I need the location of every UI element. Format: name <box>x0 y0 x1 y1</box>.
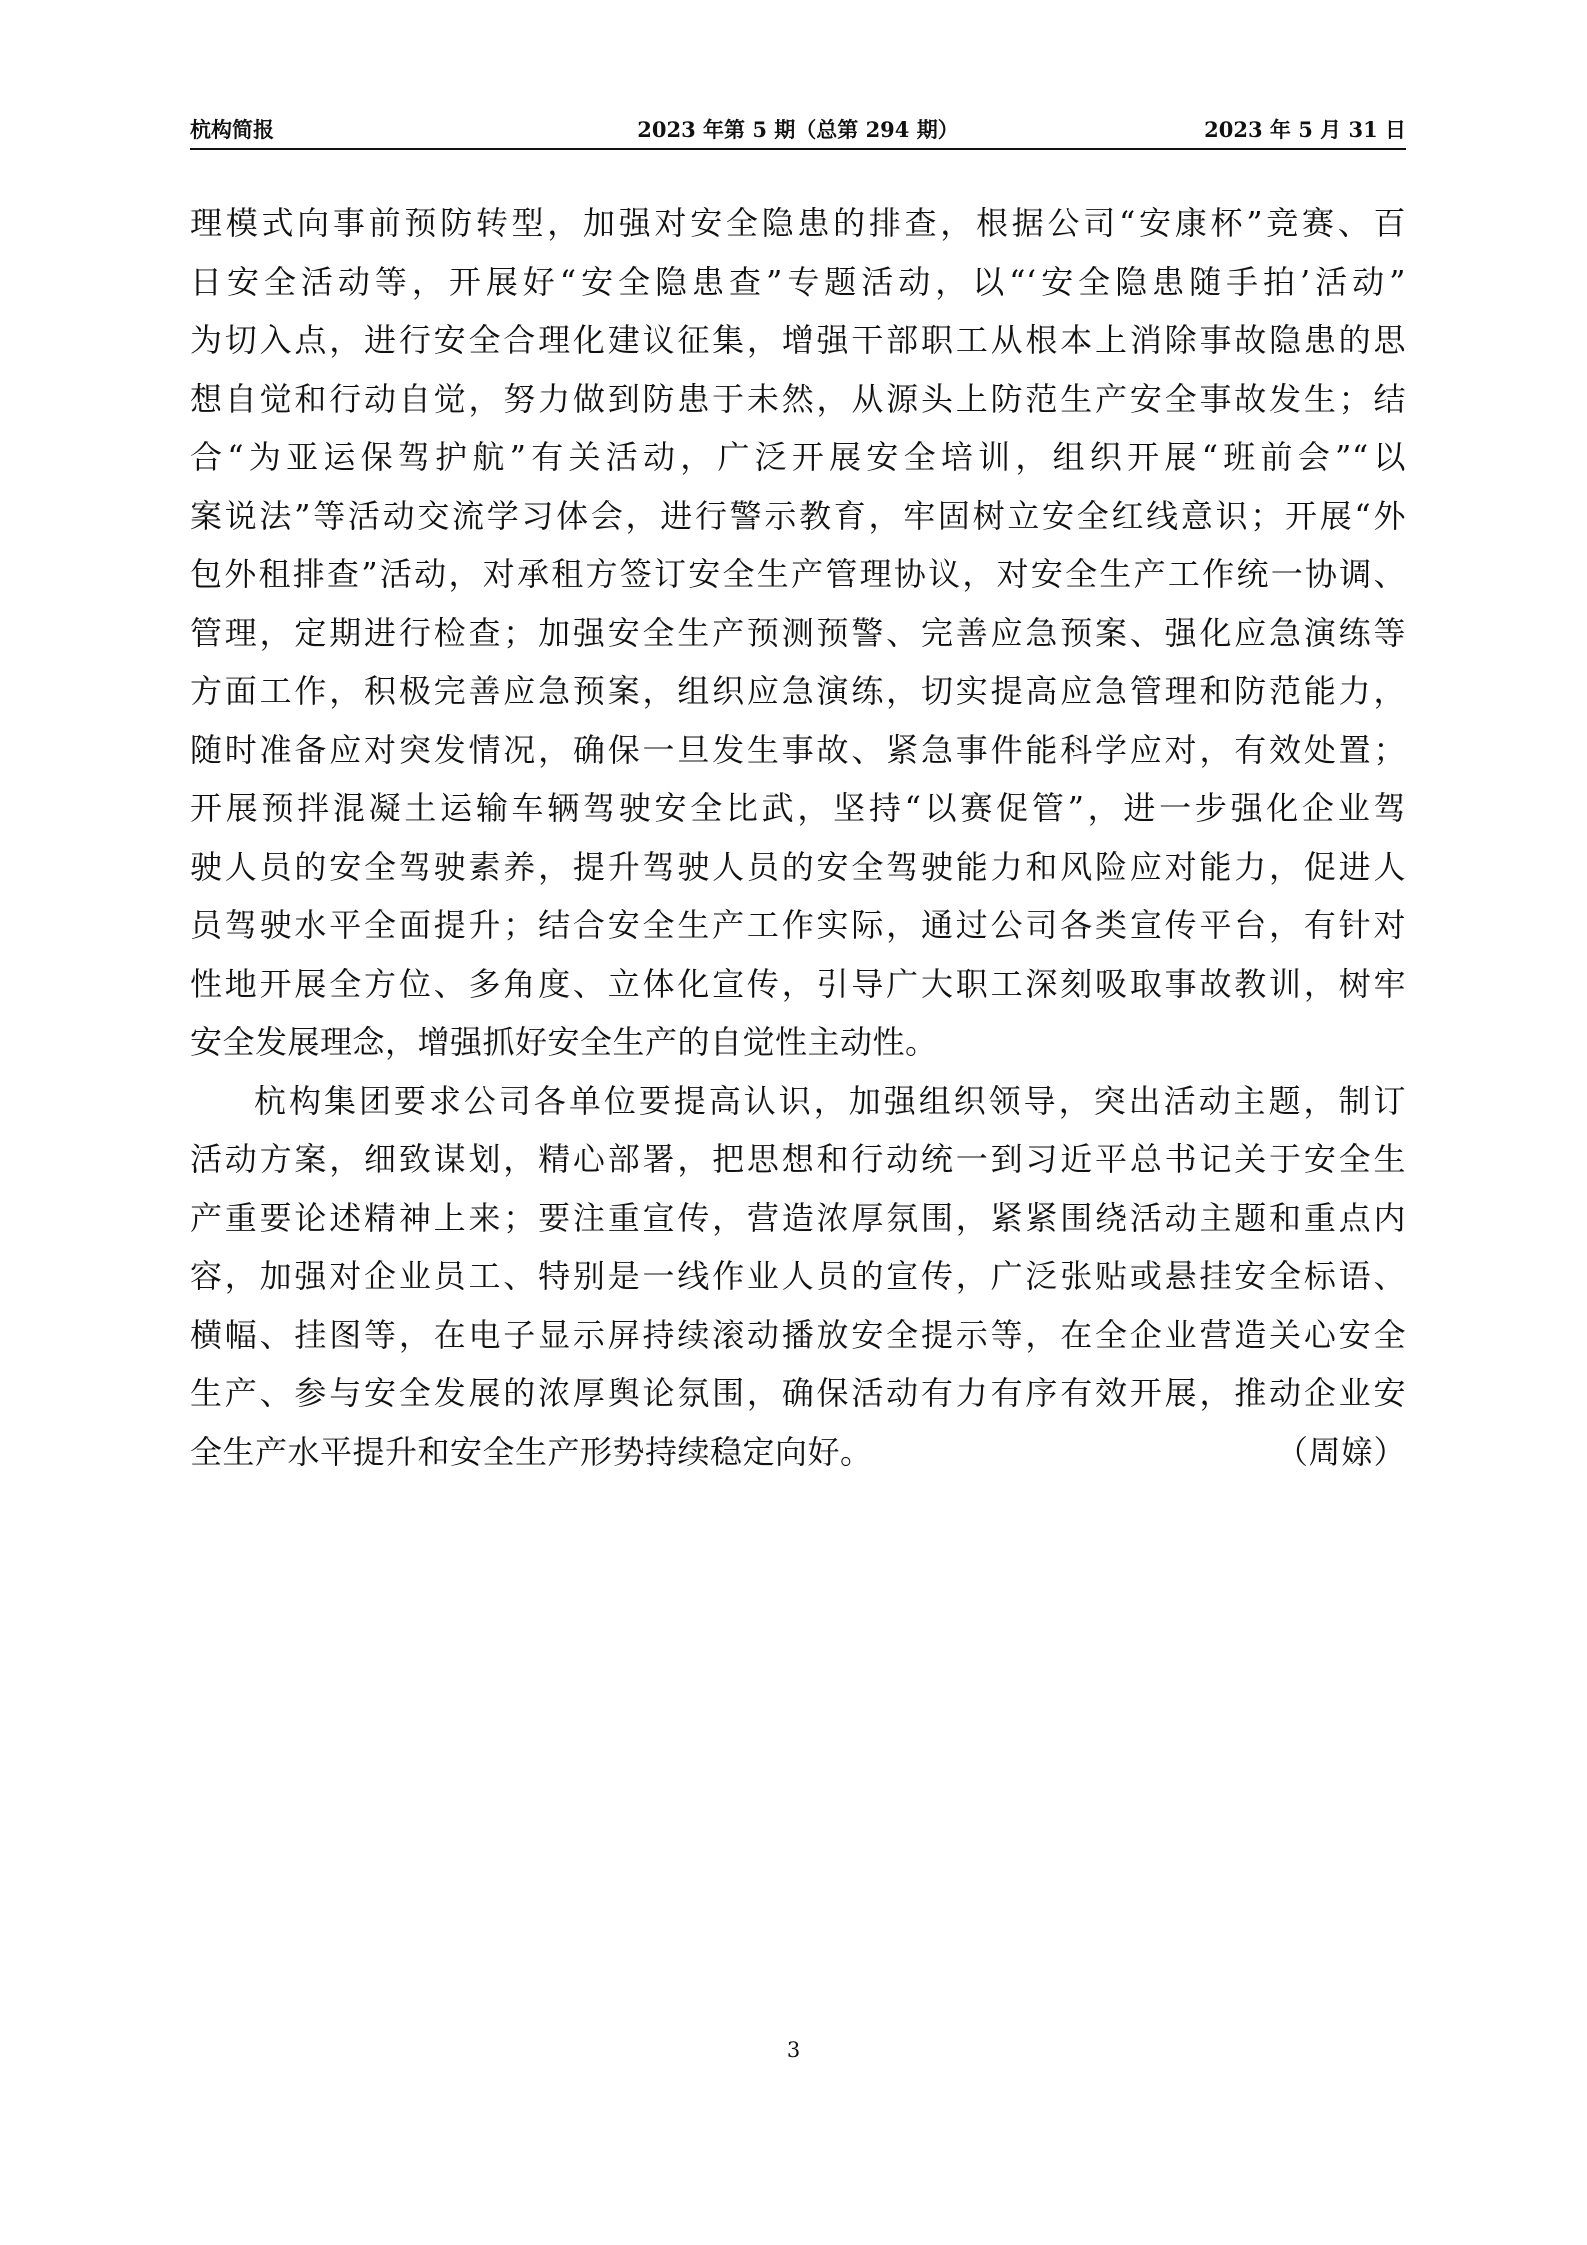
text-line: 性地开展全方位、多角度、立体化宣传，引导广大职工深刻吸取事故教训，树牢 <box>190 964 1406 1003</box>
paragraph-2 <box>190 1072 1406 1482</box>
text-line: 包外租排查”活动，对承租方签订安全生产管理协议，对安全生产工作统一协调、 <box>190 555 1406 593</box>
text-line: 杭构集团要求公司各单位要提高认识，加强组织领导，突出活动主题，制订 <box>254 1081 1406 1120</box>
text-line: 方面工作，积极完善应急预案，组织应急演练，切实提高应急管理和防范能力， <box>190 672 1406 710</box>
text-line: 理模式向事前预防转型，加强对安全隐患的排查，根据公司“安康杯”竞赛、百 <box>190 204 1406 242</box>
article-body <box>190 194 1406 1481</box>
paragraph-1 <box>190 194 1406 1072</box>
text-line: 随时准备应对突发情况，确保一旦发生事故、紧急事件能科学应对，有效处置； <box>190 730 1406 769</box>
text-line: 开展预拌混凝土运输车辆驾驶安全比武，坚持“以赛促管”，进一步强化企业驾 <box>190 789 1406 827</box>
page-header <box>190 112 1406 148</box>
text-line: 驶人员的安全驾驶素养，提升驾驶人员的安全驾驶能力和风险应对能力，促进人 <box>190 847 1406 886</box>
page-number: 3 <box>786 2038 801 2062</box>
header-publication-title: 杭构简报 <box>190 117 274 142</box>
text-line: 日安全活动等，开展好“安全隐患查”专题活动，以“‘安全隐患随手拍’活动” <box>190 262 1406 301</box>
text-line: 案说法”等活动交流学习体会，进行警示教育，牢固树立安全红线意识；开展“外 <box>190 496 1406 535</box>
header-date: 2023 年 5 月 31 日 <box>1204 117 1406 142</box>
author-signature: （周媇） <box>1275 1432 1406 1471</box>
text-line: 安全发展理念，增强抓好安全生产的自觉性主动性。 <box>190 1023 938 1061</box>
text-line: 员驾驶水平全面提升；结合安全生产工作实际，通过公司各类宣传平台，有针对 <box>190 906 1406 944</box>
text-line: 想自觉和行动自觉，努力做到防患于未然，从源头上防范生产安全事故发生；结 <box>190 379 1406 418</box>
text-line: 为切入点，进行安全合理化建议征集，增强干部职工从根本上消除事故隐患的思 <box>190 321 1406 359</box>
text-line: 生产、参与安全发展的浓厚舆论氛围，确保活动有力有序有效开展，推动企业安 <box>190 1374 1406 1412</box>
header-issue-number: 2023 年第 5 期（总第 294 期） <box>637 117 959 142</box>
text-line: 产重要论述精神上来；要注重宣传，营造浓厚氛围，紧紧围绕活动主题和重点内 <box>190 1198 1406 1237</box>
header-divider <box>190 148 1406 150</box>
text-line: 容，加强对企业员工、特别是一线作业人员的宣传，广泛张贴或悬挂安全标语、 <box>190 1257 1406 1295</box>
text-line: 管理，定期进行检查；加强安全生产预测预警、完善应急预案、强化应急演练等 <box>190 613 1406 652</box>
text-line: 合“为亚运保驾护航”有关活动，广泛开展安全培训，组织开展“班前会”“以 <box>190 438 1406 476</box>
text-line: 横幅、挂图等，在电子显示屏持续滚动播放安全提示等，在全企业营造关心安全 <box>190 1315 1406 1354</box>
closing-line <box>190 1423 1406 1482</box>
text-line: 全生产水平提升和安全生产形势持续稳定向好。 <box>190 1432 873 1471</box>
text-line: 活动方案，细致谋划，精心部署，把思想和行动统一到习近平总书记关于安全生 <box>190 1140 1406 1178</box>
